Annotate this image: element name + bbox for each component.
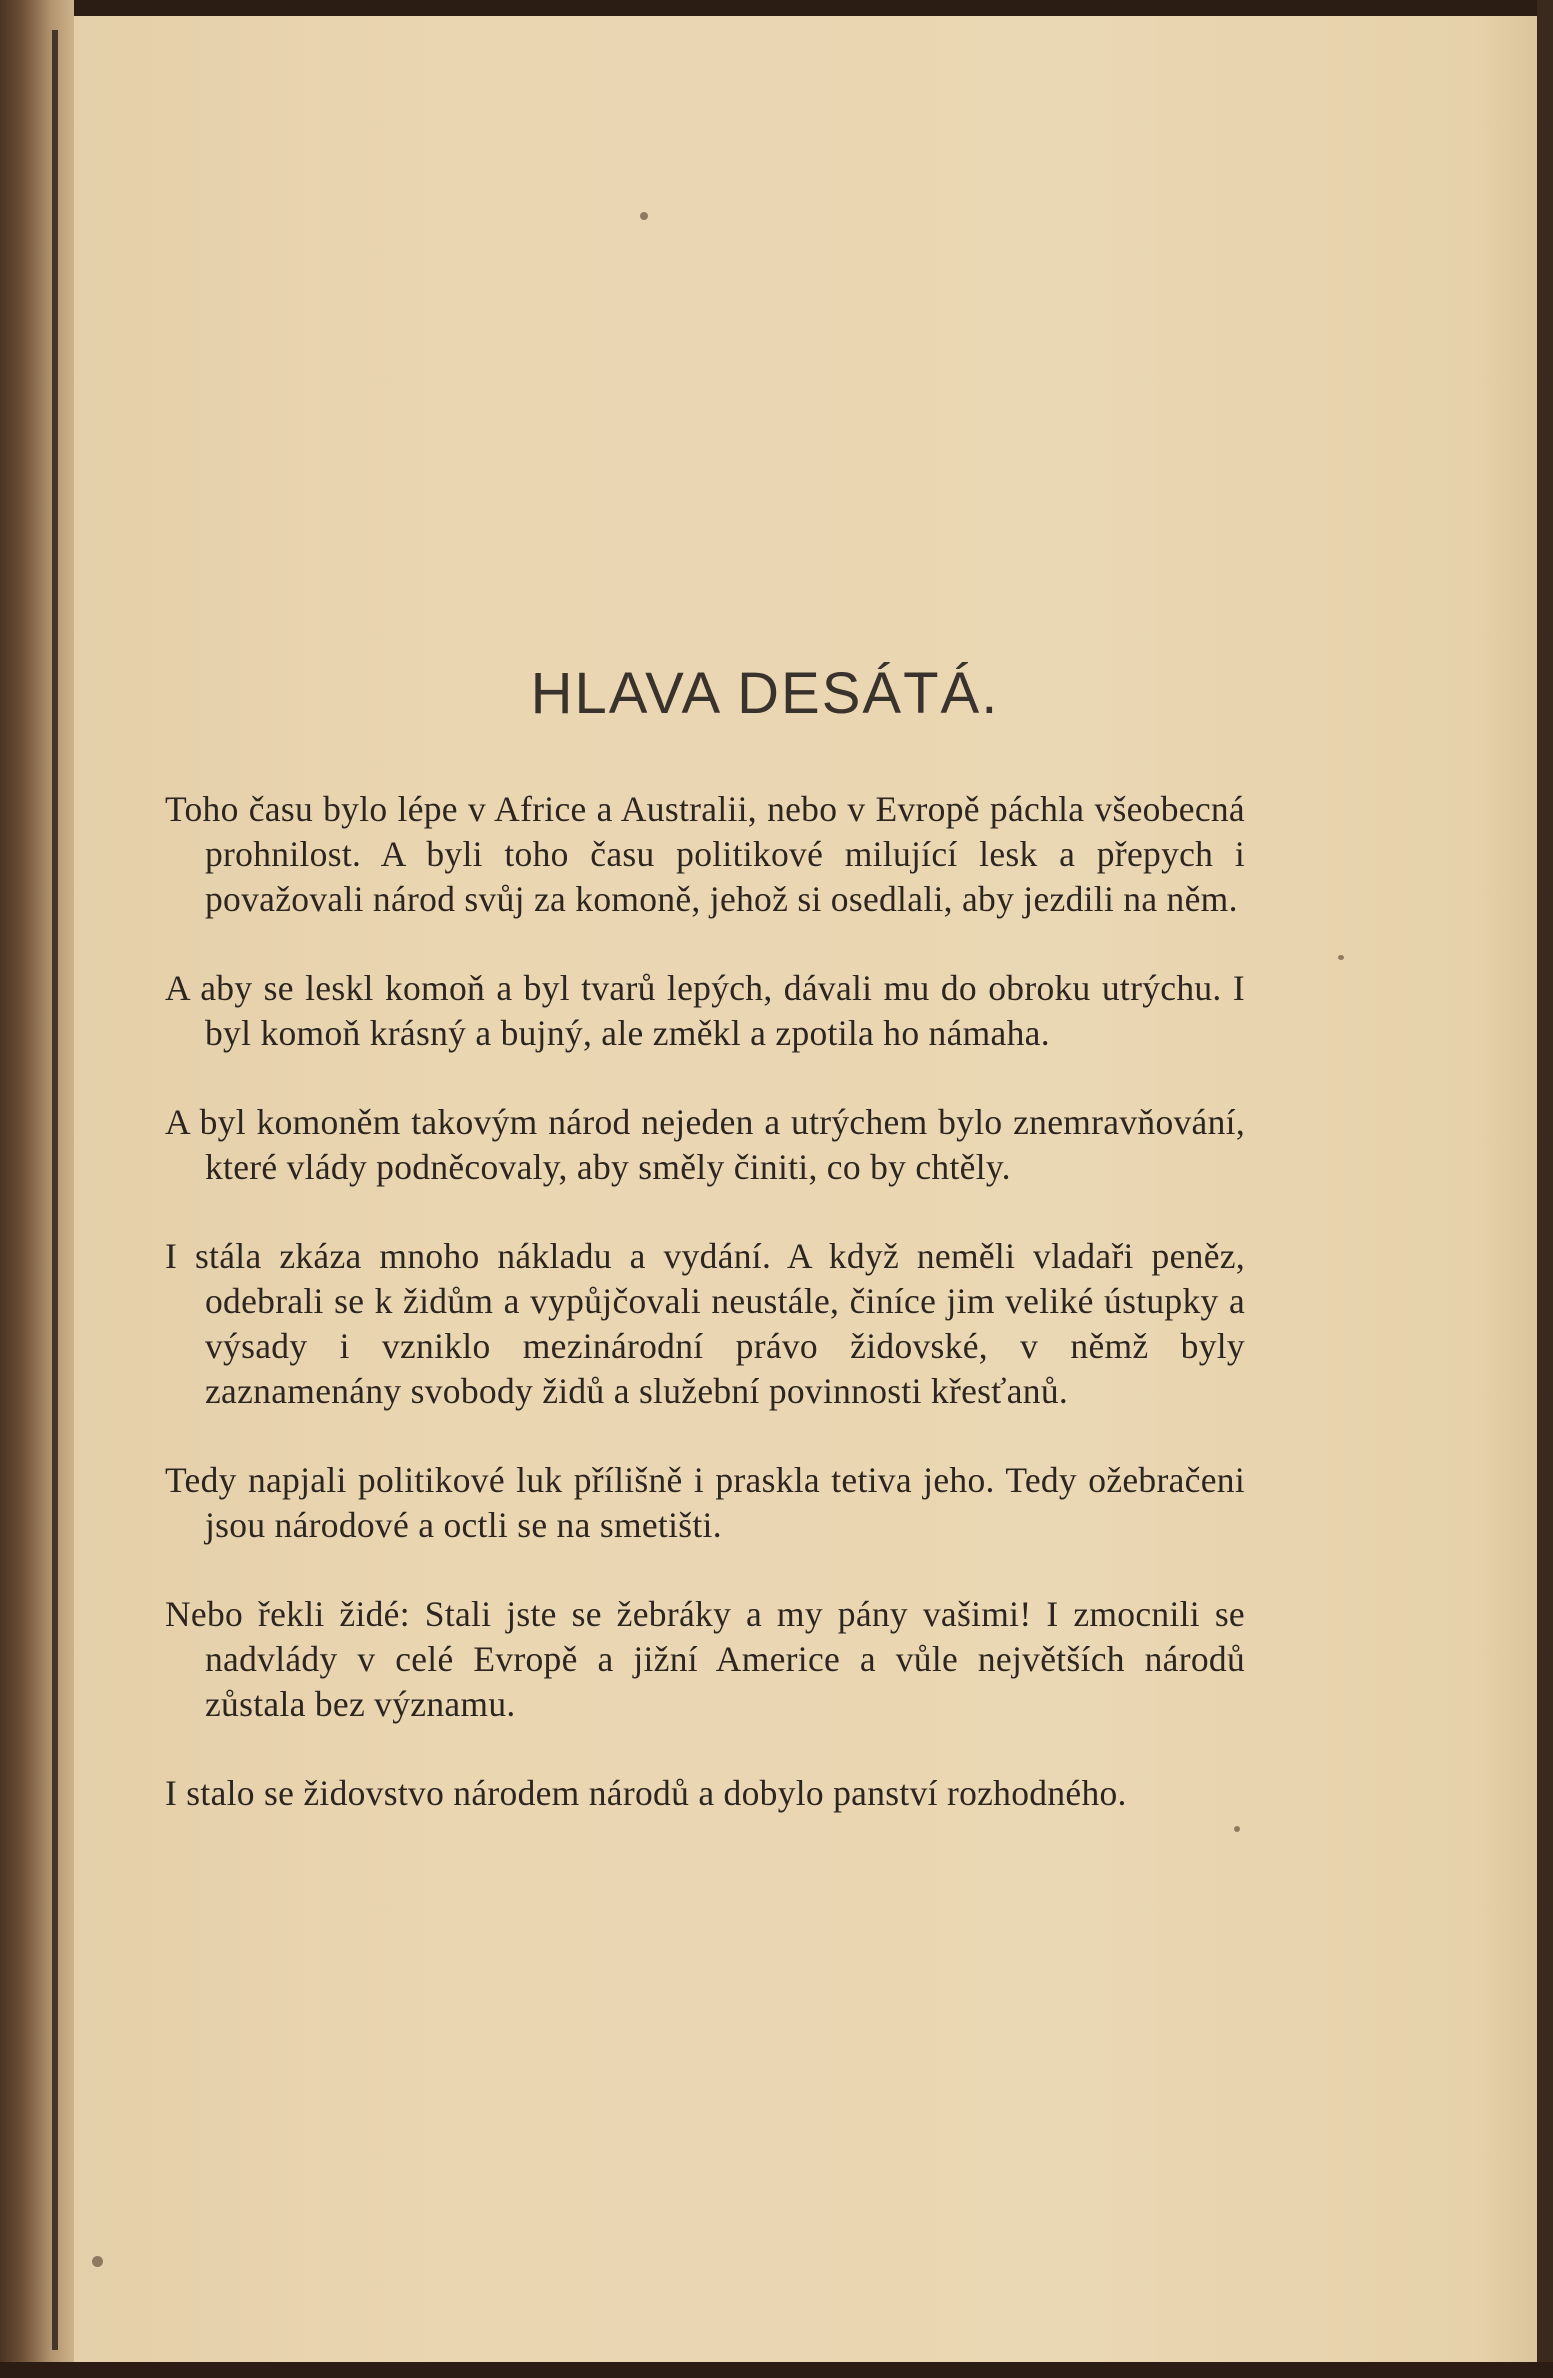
paper-speck	[92, 2256, 103, 2267]
paragraph: A byl komoněm takovým národ nejeden a utrýchem bylo znemravňování, které vlády podněcovaly, aby směly činiti, co by chtěly.	[165, 1102, 1245, 1187]
paper-speck	[1338, 955, 1344, 960]
book-spine	[0, 0, 74, 2378]
spine-shadow-line	[52, 30, 58, 2350]
paper-speck	[640, 212, 648, 220]
scan-top-edge	[0, 0, 1553, 16]
paragraph: Tedy napjali politikové luk přílišně i praskla tetiva jeho. Tedy ožebračeni jsou národové a octli se na smetišti.	[165, 1460, 1245, 1545]
paragraph: A aby se leskl komoň a byl tvarů lepých, dávali mu do obroku utrýchu. I byl komoň krásný a bujný, ale změkl a zpotila ho námaha.	[165, 968, 1245, 1053]
paragraph: Toho času bylo lépe v Africe a Australii, nebo v Evropě páchla všeobecná prohnilost. A byli toho času politikové milující lesk a přepych i považovali národ svůj za komoně, jehož si osedlali, aby jezdili na něm.	[165, 789, 1245, 919]
paragraph: Nebo řekli židé: Stali jste se žebráky a my pány vašimi! I zmocnili se nadvlády v celé Evropě a jižní Americe a vůle největších národů zůstala bez významu.	[165, 1594, 1245, 1724]
paragraph: I stalo se židovstvo národem národů a dobylo panství rozhodného.	[165, 1773, 1127, 1813]
scan-right-edge	[1537, 0, 1553, 2378]
paragraph: I stála zkáza mnoho nákladu a vydání. A když neměli vladaři peněz, odebrali se k židům a vypůjčovali neustále, činíce jim veliké ústupky a výsady i vzniklo mezinárodní právo židovské, v němž byly zaznamenány svobody židů a služební povinnosti křesťanů.	[165, 1236, 1245, 1411]
chapter-title: HLAVA DESÁTÁ.	[530, 661, 1000, 726]
chapter-text	[165, 660, 1245, 1860]
scan-bottom-edge	[0, 2362, 1553, 2378]
